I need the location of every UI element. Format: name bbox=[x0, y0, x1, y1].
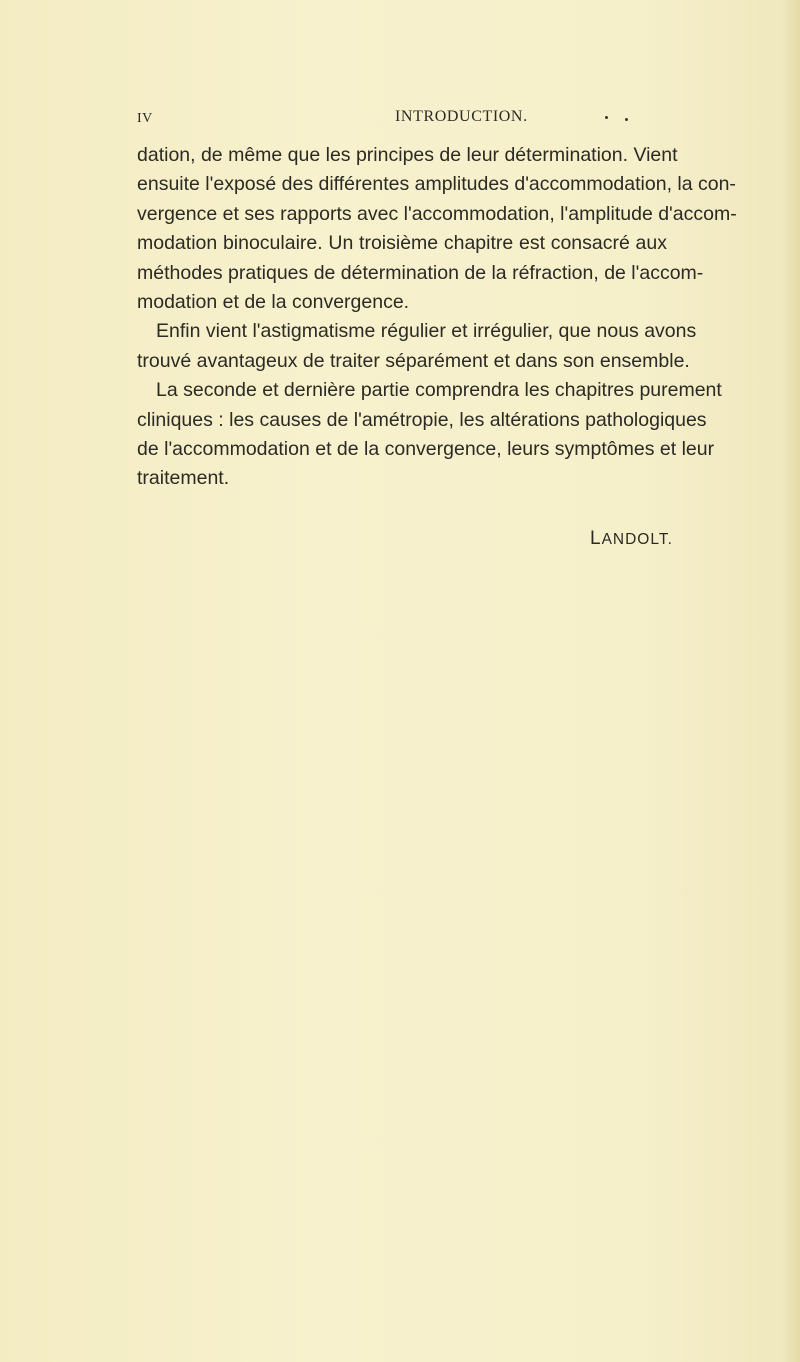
text-line: de l'accommodation et de la convergence, leurs symptômes et leur bbox=[137, 437, 715, 460]
text-line: méthodes pratiques de détermination de la réfraction, de l'accom- bbox=[137, 261, 704, 284]
paragraph-2 bbox=[137, 317, 697, 376]
text-line: trouvé avantageux de traiter séparément et dans son ensemble. bbox=[137, 349, 690, 372]
body-text bbox=[137, 141, 737, 494]
text-line: vergence et ses rapports avec l'accommodation, l'amplitude d'accom- bbox=[137, 202, 737, 225]
print-specks bbox=[597, 116, 637, 124]
text-line: cliniques : les causes de l'amétropie, les altérations pathologiques bbox=[137, 408, 707, 431]
signature-rest: ANDOLT. bbox=[601, 531, 673, 548]
text-line: traitement. bbox=[137, 467, 230, 490]
signature-initial: L bbox=[590, 528, 602, 549]
text-line: modation et de la convergence. bbox=[137, 290, 410, 313]
text-line: ensuite l'exposé des différentes amplitudes d'accommodation, la con- bbox=[137, 173, 736, 196]
author-signature bbox=[590, 528, 673, 550]
text-line: modation binoculaire. Un troisième chapitre est consacré aux bbox=[137, 232, 667, 255]
page-number: IV bbox=[137, 111, 153, 126]
paragraph-1 bbox=[137, 141, 737, 317]
text-line: dation, de même que les principes de leur détermination. Vient bbox=[137, 144, 678, 166]
page-edge-shadow bbox=[782, 0, 800, 1362]
text-line: La seconde et dernière partie comprendra les chapitres purement bbox=[156, 379, 722, 402]
running-title: INTRODUCTION. bbox=[395, 108, 528, 125]
paragraph-3 bbox=[137, 376, 722, 494]
text-line: Enfin vient l'astigmatisme régulier et irrégulier, que nous avons bbox=[156, 320, 697, 343]
page-header bbox=[137, 108, 667, 132]
